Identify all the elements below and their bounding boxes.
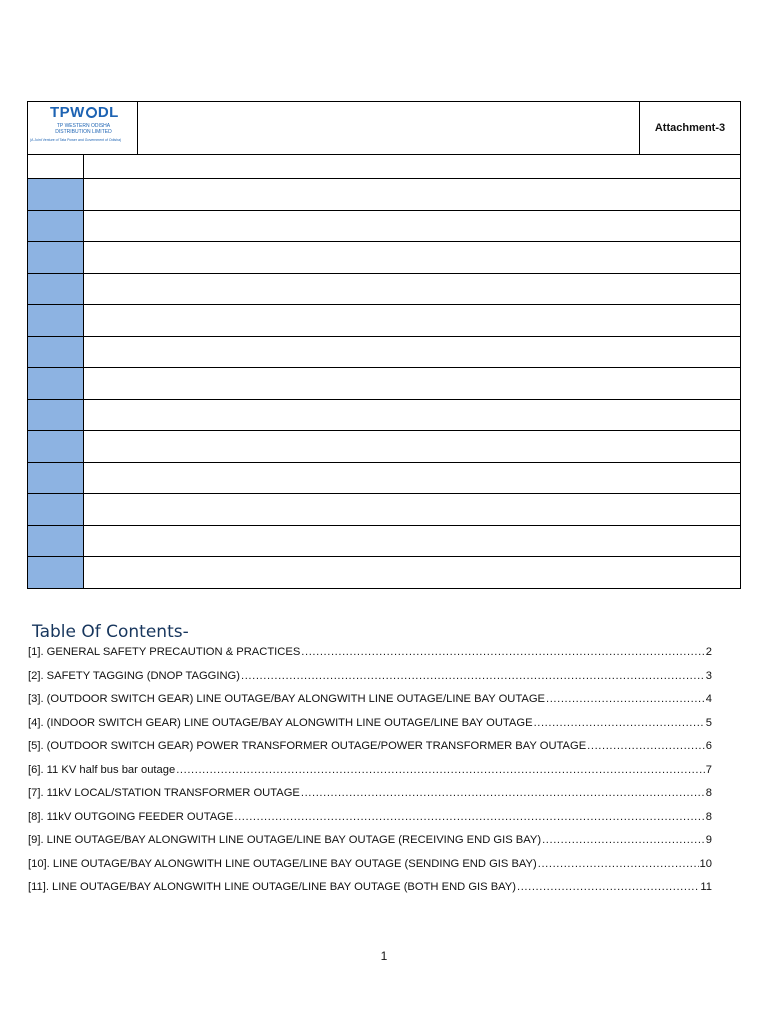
grid-row: [28, 493, 740, 525]
toc-leader-dots: [241, 670, 705, 682]
grid-row: [28, 430, 740, 462]
toc-leader-dots: [542, 834, 705, 846]
grid-content-cell: [84, 368, 740, 399]
grid-number-cell: [28, 463, 84, 493]
toc-entry[interactable]: [28, 693, 712, 717]
grid-row: [28, 273, 740, 304]
toc-entry-page: 6: [705, 740, 712, 752]
toc-entry-title: [5]. (OUTDOOR SWITCH GEAR) POWER TRANSFORMER OUTAGE/POWER TRANSFORMER BAY OUTAGE: [28, 740, 587, 752]
toc-entry-page: 11: [700, 881, 712, 893]
grid-content-cell: [84, 305, 740, 336]
grid-number-cell: [28, 431, 84, 462]
toc-entry-title: [1]. GENERAL SAFETY PRECAUTION & PRACTICES: [28, 646, 301, 658]
toc-entry-title: [3]. (OUTDOOR SWITCH GEAR) LINE OUTAGE/BAY ALONGWITH LINE OUTAGE/LINE BAY OUTAGE: [28, 693, 545, 705]
toc-entry[interactable]: [28, 740, 712, 764]
header-title-cell: [138, 102, 640, 154]
toc-leader-dots: [534, 717, 705, 729]
grid-content-cell: [84, 494, 740, 525]
toc-entry-page: 8: [705, 787, 712, 799]
logo-tagline: (A Joint Venture of Tata Power and Government of Odisha): [30, 138, 122, 142]
grid-number-cell: [28, 557, 84, 588]
company-logo: [28, 102, 138, 154]
toc-leader-dots: [587, 740, 705, 752]
toc-title: Table Of Contents-: [32, 622, 189, 642]
grid-number-cell: [28, 154, 84, 178]
toc-entry-page: 3: [705, 669, 712, 682]
grid-number-cell: [28, 494, 84, 525]
grid-number-cell: [28, 400, 84, 430]
toc-entry[interactable]: [28, 834, 712, 858]
toc-entry-title: [7]. 11kV LOCAL/STATION TRANSFORMER OUTAGE: [28, 787, 300, 799]
toc-entry-page: 4: [705, 693, 712, 705]
grid-content-cell: [84, 463, 740, 493]
toc-leader-dots: [546, 693, 705, 705]
toc-entry-page: 2: [705, 646, 712, 658]
blank-grid-table: [27, 154, 741, 589]
grid-content-cell: [84, 274, 740, 304]
grid-content-cell: [84, 400, 740, 430]
grid-number-cell: [28, 305, 84, 336]
toc-entry-title: [11]. LINE OUTAGE/BAY ALONGWITH LINE OUTAGE/LINE BAY OUTAGE (BOTH END GIS BAY): [28, 881, 516, 893]
grid-number-cell: [28, 337, 84, 367]
grid-row: [28, 525, 740, 556]
logo-subtitle: TP WESTERN ODISHA DISTRIBUTION LIMITED: [55, 123, 112, 135]
grid-content-cell: [84, 557, 740, 588]
toc-leader-dots: [234, 811, 704, 823]
grid-row: [28, 178, 740, 210]
grid-content-cell: [84, 179, 740, 210]
toc-leader-dots: [301, 646, 704, 658]
toc-entry-page: 9: [705, 834, 712, 846]
toc-entry-title: [4]. (INDOOR SWITCH GEAR) LINE OUTAGE/BAY ALONGWITH LINE OUTAGE/LINE BAY OUTAGE: [28, 716, 533, 729]
toc-entry[interactable]: [28, 764, 712, 788]
grid-row: [28, 556, 740, 588]
toc-entry[interactable]: [28, 881, 712, 905]
toc-entry-page: 10: [699, 857, 712, 870]
toc-entry-title: [10]. LINE OUTAGE/BAY ALONGWITH LINE OUTAGE/LINE BAY OUTAGE (SENDING END GIS BAY): [28, 857, 537, 870]
toc-entry-title: [9]. LINE OUTAGE/BAY ALONGWITH LINE OUTAGE/LINE BAY OUTAGE (RECEIVING END GIS BAY): [28, 834, 542, 846]
grid-content-cell: [84, 211, 740, 241]
grid-row: [28, 336, 740, 367]
page-number: 1: [380, 949, 388, 963]
grid-row: [28, 367, 740, 399]
toc-entry[interactable]: [28, 811, 712, 835]
grid-number-cell: [28, 368, 84, 399]
grid-content-cell: [84, 337, 740, 367]
toc-leader-dots: [517, 881, 699, 893]
grid-row: [28, 241, 740, 273]
grid-number-cell: [28, 242, 84, 273]
toc-entry[interactable]: [28, 717, 712, 741]
toc-entry-title: [8]. 11kV OUTGOING FEEDER OUTAGE: [28, 810, 234, 823]
toc-leader-dots: [538, 858, 699, 870]
toc-entry[interactable]: [28, 646, 712, 670]
toc-leader-dots: [301, 787, 705, 799]
toc-leader-dots: [176, 764, 705, 776]
grid-row: [28, 210, 740, 241]
grid-content-cell: [84, 154, 740, 178]
grid-number-cell: [28, 211, 84, 241]
grid-row: [28, 399, 740, 430]
grid-number-cell: [28, 179, 84, 210]
toc-entry-title: [6]. 11 KV half bus bar outage: [28, 763, 176, 776]
attachment-label: Attachment-3: [654, 122, 726, 134]
toc-entry[interactable]: [28, 787, 712, 811]
table-of-contents: [28, 646, 712, 905]
logo-wordmark: TPW DL: [50, 104, 119, 121]
grid-number-cell: [28, 274, 84, 304]
grid-row: [28, 154, 740, 178]
document-header: [27, 101, 741, 155]
grid-row: [28, 304, 740, 336]
grid-number-cell: [28, 526, 84, 556]
grid-content-cell: [84, 431, 740, 462]
toc-entry-title: [2]. SAFETY TAGGING (DNOP TAGGING): [28, 669, 240, 682]
toc-entry-page: 5: [705, 716, 712, 729]
toc-entry-page: 7: [705, 763, 712, 776]
toc-entry[interactable]: [28, 858, 712, 882]
grid-content-cell: [84, 526, 740, 556]
toc-entry-page: 8: [705, 810, 712, 823]
toc-entry[interactable]: [28, 670, 712, 694]
grid-content-cell: [84, 242, 740, 273]
grid-row: [28, 462, 740, 493]
